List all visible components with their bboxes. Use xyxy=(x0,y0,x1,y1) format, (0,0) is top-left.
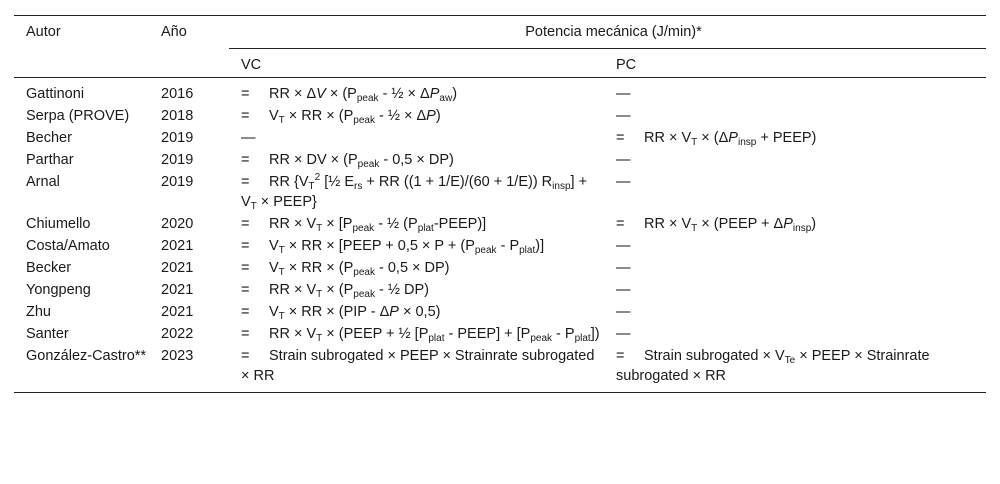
year-cell: 2021 xyxy=(161,260,194,276)
vc-formula-cell: = $V_T$ × RR × [PEEP + $0,5 \times P + (P_{peak} - P_{plat})$] xyxy=(241,238,545,256)
author-cell: Santer xyxy=(26,326,69,342)
pc-formula-cell: — xyxy=(616,304,631,320)
vc-formula-cell: = RR × DV × $(P_{peak} - 0,5 \times DP)$ xyxy=(241,152,454,170)
year-cell: 2021 xyxy=(161,238,194,254)
author-cell: Serpa (PROVE) xyxy=(26,108,130,124)
author-cell: Gattinoni xyxy=(26,86,85,102)
vc-formula-cell: = RR {$V_T^2$ [½ $E_{rs}$ + RR ((1 + 1/E)/(60 + 1/E)) $R_{insp}] + V_T$ × PEEP} xyxy=(241,172,588,212)
col-header-year: Año xyxy=(149,16,229,49)
author-cell: Costa/Amato xyxy=(26,238,110,254)
table-row xyxy=(14,300,986,322)
mechanical-power-table xyxy=(14,15,986,393)
table-row xyxy=(14,104,986,126)
header-row-1 xyxy=(14,16,986,49)
pc-formula-cell: — xyxy=(616,86,631,102)
vc-formula-cell: = $V_T$ × RR × $(P_{peak} - 0,5 \times DP)$ xyxy=(241,260,450,278)
author-cell: Yongpeng xyxy=(26,282,91,298)
table-row xyxy=(14,278,986,300)
vc-formula-cell: = Strain subrogated × PEEP × Strainrate subrogated × RR xyxy=(229,344,604,393)
table-row xyxy=(14,170,986,212)
pc-formula-cell: — xyxy=(616,260,631,276)
vc-formula-cell: = RR × $\Delta V \times (P_{peak}$ - ½ × $\Delta P_{aw}$) xyxy=(241,86,458,104)
pc-formula-cell: — xyxy=(616,152,631,168)
author-cell: Arnal xyxy=(26,174,60,190)
table-row xyxy=(14,126,986,148)
pc-formula-cell: = RR × $V_T$ × (PEEP + $\Delta P_{insp}$) xyxy=(616,216,817,234)
table-row xyxy=(14,234,986,256)
year-cell: 2018 xyxy=(161,108,194,124)
author-cell: González-Castro** xyxy=(14,344,149,393)
pc-formula-cell: = RR × $V_T \times (\Delta P_{insp}$ + PEEP) xyxy=(616,130,817,148)
table-row xyxy=(14,78,986,105)
col-header-group: Potencia mecánica (J/min)* xyxy=(229,16,986,49)
table-row xyxy=(14,344,986,393)
table-row xyxy=(14,148,986,170)
table-row xyxy=(14,256,986,278)
vc-formula-cell: = RR × $V_T$ × (PEEP + ½ [$P_{plat}$ - PEEP] + $[P_{peak} - P_{plat}]$) xyxy=(241,326,600,344)
vc-formula-cell: = $V_T$ × RR × (PIP - ΔP × 0,5) xyxy=(241,304,441,322)
vc-formula-cell: — xyxy=(241,130,256,146)
pc-formula-cell: — xyxy=(616,108,631,124)
author-cell: Parthar xyxy=(26,152,74,168)
header-row-2 xyxy=(14,49,986,78)
year-cell: 2019 xyxy=(161,130,194,146)
pc-formula-cell: — xyxy=(616,238,631,254)
year-cell: 2020 xyxy=(161,216,194,232)
author-cell: Chiumello xyxy=(26,216,91,232)
year-cell: 2019 xyxy=(161,152,194,168)
vc-formula-cell: = RR × $V_T \times (P_{peak}$ - ½ DP) xyxy=(241,282,429,300)
year-cell: 2022 xyxy=(161,326,194,342)
pc-formula-cell: = Strain subrogated × $V_{Te}$ × PEEP × Strainrate subrogated × RR xyxy=(604,344,986,393)
author-cell: Zhu xyxy=(26,304,51,320)
table-row xyxy=(14,322,986,344)
year-cell: 2023 xyxy=(149,344,229,393)
author-cell: Becher xyxy=(26,130,72,146)
author-cell: Becker xyxy=(26,260,72,276)
pc-formula-cell: — xyxy=(616,174,631,190)
vc-formula-cell: = RR × $V_T \times [P_{peak}$ - ½ $(P_{plat}-PEEP)$] xyxy=(241,216,487,234)
formula-table-container xyxy=(14,15,986,393)
col-header-pc: PC xyxy=(616,57,637,73)
table-row xyxy=(14,212,986,234)
year-cell: 2021 xyxy=(161,282,194,298)
vc-formula-cell: = $V_T$ × RR × ($P_{peak}$ - ½ × ΔP) xyxy=(241,108,441,126)
year-cell: 2021 xyxy=(161,304,194,320)
col-header-vc: VC xyxy=(241,57,262,73)
year-cell: 2016 xyxy=(161,86,194,102)
col-header-author: Autor xyxy=(14,16,149,49)
pc-formula-cell: — xyxy=(616,326,631,342)
pc-formula-cell: — xyxy=(616,282,631,298)
year-cell: 2019 xyxy=(161,174,194,190)
